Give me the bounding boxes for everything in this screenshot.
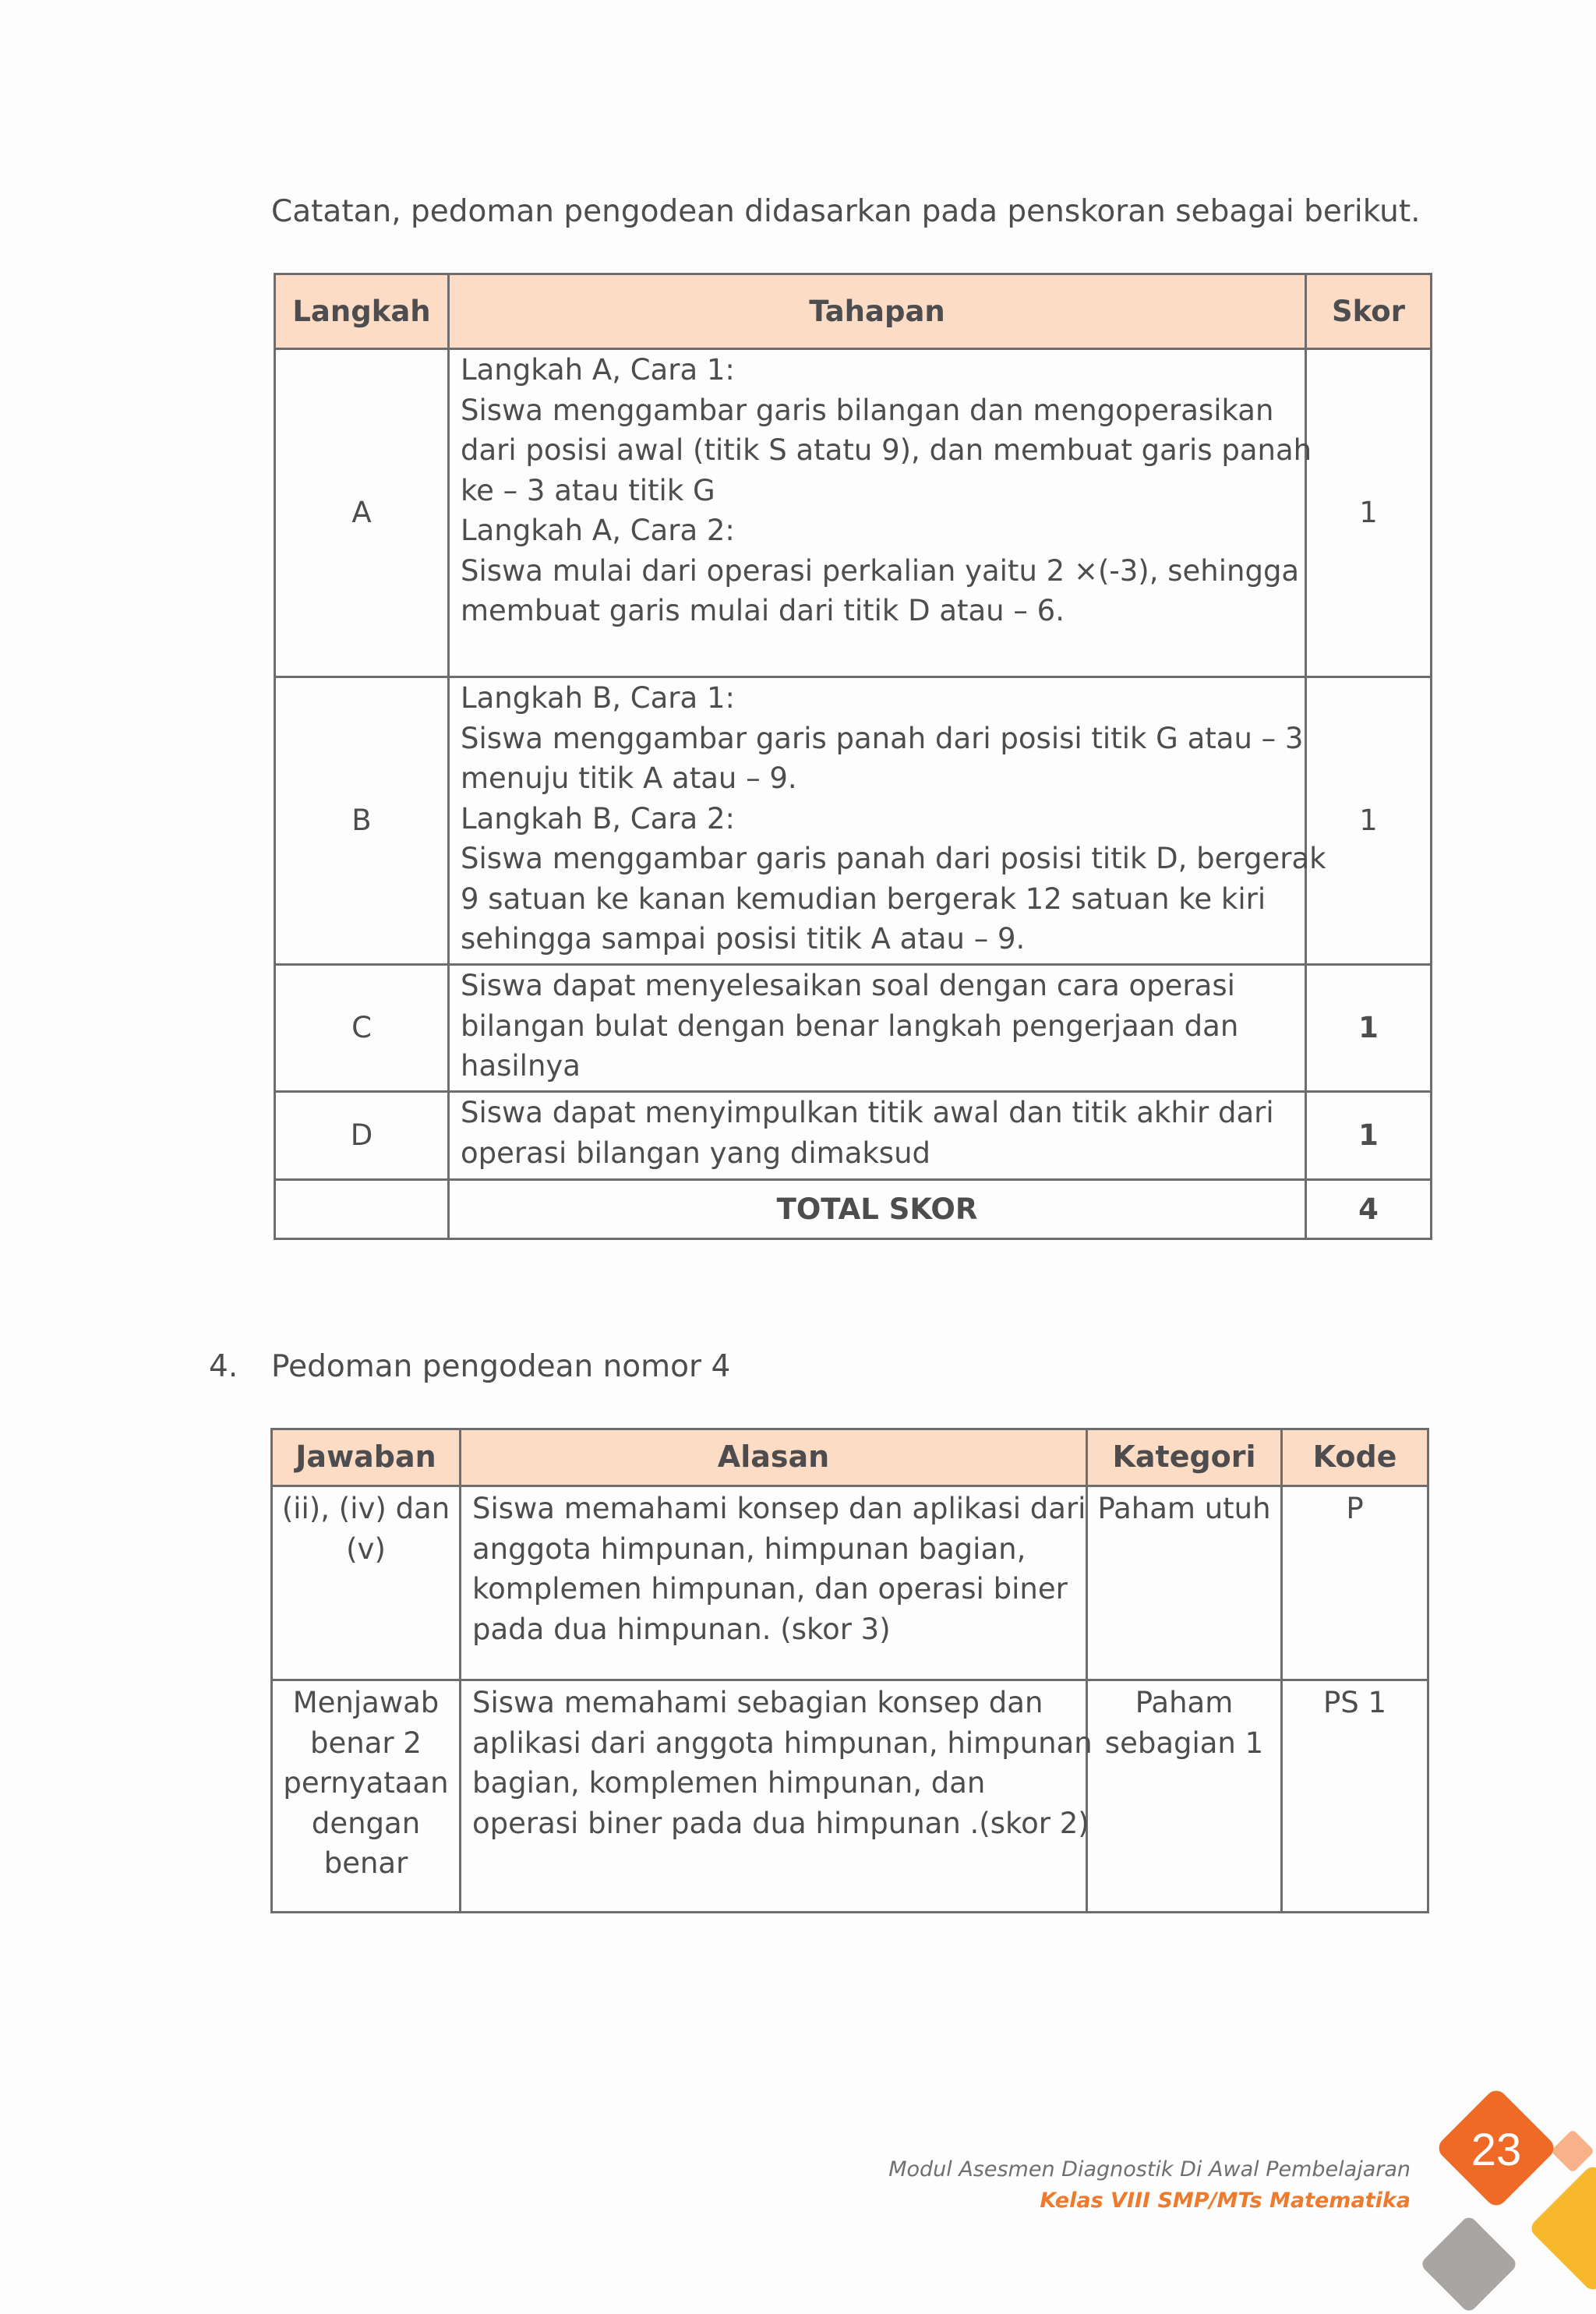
category-cell [1087, 1680, 1282, 1913]
reason-cell [461, 1486, 1087, 1680]
answer-cell [272, 1680, 461, 1913]
code-cell [1282, 1680, 1428, 1913]
decorative-diamond-peach [1551, 2129, 1595, 2174]
coding-table-header [272, 1429, 1428, 1486]
header-kode: Kode [1282, 1429, 1428, 1486]
stage-cell [449, 677, 1326, 965]
stage-line: Siswa menggambar garis panah dari posisi titik G atau – 3 [461, 721, 1304, 755]
stage-line: Langkah B, Cara 2: [461, 801, 735, 836]
total-label: TOTAL SKOR [449, 1180, 1306, 1239]
stage-cell [449, 965, 1306, 1092]
answer-line: pernyataan [283, 1766, 449, 1800]
score-cell: 1 [1306, 965, 1432, 1092]
step-cell: D [275, 1092, 449, 1180]
stage-line: Siswa menggambar garis panah dari posisi titik D, bergerak [461, 842, 1326, 875]
header-langkah: Langkah [275, 274, 449, 349]
scoring-table [274, 273, 1432, 1240]
stage-line: bilangan bulat dengan benar langkah pengerjaan dan [461, 1009, 1239, 1043]
reason-line: komplemen himpunan, dan operasi biner [472, 1572, 1068, 1606]
header-skor: Skor [1306, 274, 1432, 349]
stage-line: Siswa dapat menyimpulkan titik awal dan titik akhir dari [461, 1096, 1274, 1129]
stage-cell [449, 1092, 1306, 1180]
footer-book-title: Modul Asesmen Diagnostik Di Awal Pembelajaran [888, 2157, 1411, 2182]
stage-line: Siswa mulai dari operasi perkalian yaitu 2 ×(-3), sehingga [461, 553, 1300, 588]
reason-cell [461, 1680, 1093, 1913]
table-row [272, 1680, 1428, 1913]
reason-line: anggota himpunan, himpunan bagian, [472, 1531, 1026, 1566]
table-row [272, 1486, 1428, 1680]
reason-line: Siswa memahami konsep dan aplikasi dari [472, 1492, 1086, 1525]
stage-line: Siswa dapat menyelesaikan soal dengan cara operasi [461, 969, 1235, 1002]
total-row [275, 1180, 1432, 1239]
empty-cell [275, 1180, 449, 1239]
stage-cell [449, 349, 1312, 677]
code-value: PS 1 [1322, 1686, 1387, 1719]
score-cell: 1 [1306, 349, 1432, 677]
stage-line: dari posisi awal (titik S atatu 9), dan membuat garis panah [461, 433, 1312, 467]
category-line: Paham utuh [1097, 1492, 1271, 1525]
header-kategori: Kategori [1087, 1429, 1282, 1486]
stage-line: menuju titik A atau – 9. [461, 761, 797, 795]
stage-line: Langkah A, Cara 1: [461, 353, 735, 387]
table-row [275, 349, 1432, 677]
decorative-diamond-gray [1419, 2214, 1518, 2313]
reason-line: aplikasi dari anggota himpunan, himpunan [472, 1726, 1093, 1760]
answer-line: (ii), (iv) dan [281, 1492, 450, 1525]
code-cell [1282, 1486, 1428, 1680]
answer-line: benar 2 [310, 1726, 422, 1760]
stage-line: Siswa menggambar garis bilangan dan mengoperasikan [461, 393, 1274, 427]
section-title: Pedoman pengodean nomor 4 [271, 1349, 731, 1384]
stage-line: Langkah A, Cara 2: [461, 514, 735, 547]
scoring-table-header [275, 274, 1432, 349]
stage-line: hasilnya [461, 1049, 581, 1083]
header-jawaban: Jawaban [272, 1429, 461, 1486]
step-cell: B [275, 677, 449, 965]
stage-line: sehingga sampai posisi titik A atau – 9. [461, 922, 1026, 956]
score-cell: 1 [1306, 677, 1432, 965]
page-number: 23 [1471, 2125, 1522, 2175]
category-line: Paham [1135, 1686, 1234, 1719]
total-score: 4 [1306, 1180, 1432, 1239]
step-cell: C [275, 965, 449, 1092]
table-row [275, 965, 1432, 1092]
table-row [275, 1092, 1432, 1180]
section-number: 4. [209, 1349, 238, 1384]
answer-cell [272, 1486, 461, 1680]
stage-line: 9 satuan ke kanan kemudian bergerak 12 satuan ke kiri [461, 881, 1266, 916]
footer-book-subtitle: Kelas VIII SMP/MTs Matematika [1040, 2189, 1411, 2213]
answer-line: Menjawab [292, 1686, 440, 1719]
stage-line: membuat garis mulai dari titik D atau – 6. [461, 594, 1065, 627]
stage-line: operasi bilangan yang dimaksud [461, 1136, 931, 1170]
answer-line: benar [323, 1846, 408, 1880]
category-cell [1087, 1486, 1282, 1680]
reason-line: operasi biner pada dua himpunan .(skor 2) [472, 1806, 1089, 1840]
decorative-diamond-yellow [1528, 2164, 1596, 2294]
stage-line: ke – 3 atau titik G [461, 473, 715, 507]
stage-line: Langkah B, Cara 1: [461, 681, 735, 715]
reason-line: pada dua himpunan. (skor 3) [472, 1612, 891, 1646]
answer-line: (v) [346, 1531, 386, 1566]
score-cell: 1 [1306, 1092, 1432, 1180]
answer-line: dengan [311, 1806, 421, 1840]
step-cell: A [275, 349, 449, 677]
reason-line: Siswa memahami sebagian konsep dan [472, 1686, 1043, 1719]
table-row [275, 677, 1432, 965]
header-tahapan: Tahapan [449, 274, 1306, 349]
category-line: sebagian 1 [1104, 1726, 1264, 1760]
intro-note: Catatan, pedoman pengodean didasarkan pada penskoran sebagai berikut. [271, 194, 1421, 229]
code-value: P [1346, 1492, 1364, 1525]
reason-line: bagian, komplemen himpunan, dan [472, 1766, 986, 1800]
coding-table [270, 1428, 1429, 1913]
header-alasan: Alasan [461, 1429, 1087, 1486]
